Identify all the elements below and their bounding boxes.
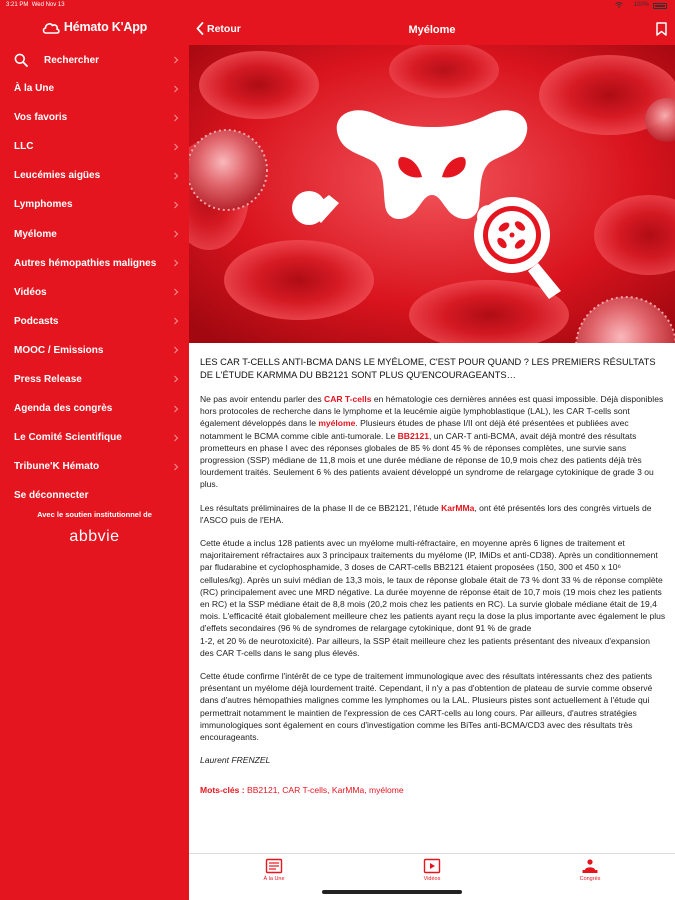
article-body — [200, 356, 666, 808]
chevron-right-icon — [172, 114, 180, 122]
sidebar-item-agenda[interactable]: Agenda des congrès — [0, 394, 189, 423]
sidebar-item-autres-hemopathies[interactable]: Autres hémopathies malignes — [0, 249, 189, 278]
sidebar-search[interactable] — [0, 48, 189, 72]
back-label: Retour — [207, 22, 241, 35]
article-paragraph-4: Cette étude confirme l'intérêt de ce type de traitement immunologique avec des résultats intéressants chez des patients présentant un myélome déjà lourdement traité. Cependant, il n'y a pas d'obtention de plateau de survie comme observé dans d'autres hémopathies malignes comme les lymphomes ou la LAL. Plusieurs pistes sont actuellement à l'étude qui permettrait notamment le maintien de l'expression de ces CART-cells au long cours. Par ailleurs, d'autres stratégies immunologiques sont également en cours d'investigation comme les BiTes anti-BCMA/CD3 avec des résultats très encourageants. — [200, 671, 653, 743]
conference-icon — [581, 858, 599, 874]
chevron-right-icon — [172, 288, 180, 296]
article-headline: LES CAR T-CELLS ANTI-BCMA DANS LE MYÉLOME, C'EST POUR QUAND ? LES PREMIERS RÉSULTATS DE L'ÉTUDE KARMMA DU BB2121 SONT PLUS QU'ENCOURAGEANTS… — [200, 357, 656, 380]
keyword-link-car-t-cells[interactable]: CAR T-cells — [324, 394, 372, 404]
chevron-right-icon — [172, 85, 180, 93]
chevron-right-icon — [172, 172, 180, 180]
chevron-right-icon — [172, 201, 180, 209]
sidebar-item-llc[interactable]: LLC — [0, 132, 189, 161]
chevron-right-icon — [172, 375, 180, 383]
article-paragraph-2: Les résultats préliminaires de la phase II de ce BB2121, l'étude KarMMa, ont été présentés lors des congrès virtuels de l'ASCO puis de l'EHA. — [200, 502, 652, 525]
battery-icon — [653, 3, 667, 9]
tab-label: À la Une — [263, 876, 285, 882]
sponsor-logo: abbvie — [69, 528, 120, 545]
article-author: Laurent FRENZEL — [200, 755, 271, 766]
sidebar — [0, 0, 189, 900]
home-indicator — [322, 890, 462, 894]
keyword-link-karmma[interactable]: KarMMa — [441, 502, 475, 513]
sidebar-item-favoris[interactable]: Vos favoris — [0, 103, 189, 132]
article-paragraph-1: Ne pas avoir entendu parler des CAR T-cells en hématologie ces dernières années est quasi impossible. Déjà disponibles hors protocoles de recherche dans le lymphome et la leucémie aigüe lymphoblastique (LAL), les CAR T-cells sont également développés dans le myélome. Plusieurs études de phase I/II ont déjà été présentées et publiées avec notamment le BCMA comme cible anti-tumorale. Le BB2121, un CAR-T anti-BCMA, avait déjà montré des résultats prometteurs en phase I avec des réponses globales de 85 % dont 45 % de réponses complètes, une survie sans progression (SSP) médiane de 11,8 mois et une durée médiane de réponse de 10,9 mois chez des patients déjà très lourdement traités. Seulement 6 % des patients avaient développé un syndrome de relargage cytokinique de grade 3 ou plus. — [200, 394, 664, 490]
sidebar-item-podcasts[interactable]: Podcasts — [0, 307, 189, 336]
tab-congres[interactable] — [560, 858, 620, 882]
sidebar-item-comite[interactable]: Le Comité Scientifique — [0, 423, 189, 452]
logout-button[interactable]: Se déconnecter — [14, 490, 89, 502]
chevron-right-icon — [172, 434, 180, 442]
app-logo — [42, 20, 147, 34]
video-play-icon — [423, 858, 441, 874]
sidebar-menu — [0, 74, 189, 510]
tab-videos[interactable] — [402, 858, 462, 882]
battery-percent: 100% — [633, 2, 649, 8]
sidebar-item-a-la-une[interactable]: À la Une — [0, 74, 189, 103]
page-title: Myélome — [408, 24, 456, 36]
sidebar-item-lymphomes[interactable]: Lymphomes — [0, 190, 189, 219]
chevron-right-icon — [172, 230, 180, 238]
keywords-list[interactable]: BB2121, CAR T-cells, KarMMa, myélome — [247, 785, 404, 796]
myeloma-illustration — [189, 45, 675, 343]
article-paragraph-3: Cette étude a inclus 128 patients avec un myélome multi-réfractaire, en moyenne après 6 lignes de traitement et majoritairement réfractaires aux 3 principaux traitements du myélome (IP, IMiDs et anti-CD38). Après un conditionnement par fludarabine et cyclophosphamide, 3 doses de CART-cells BB2121 étaient proposées (150, 300 et 450 x 10⁶ cellules/kg). Après un suivi médian de 13,3 mois, le taux de réponse globale était de 73 % dont 33 % de réponse complète (RC) principalement avec une MRD négative. La durée moyenne de réponse était de 10,7 mois (19 mois chez les patients en RC) et la SSP médiane était de 8,8 mois (20,2 mois chez les patients en RC). La survie globale médiane était de 19,4 mois. L'efficacité était globalement meilleure chez les patients ayant reçu la dose la plus importante avec également le plus d'effets secondaires (96 % de syndromes de relargage cytokinique, dont 91 % de grade 1-2, et 20 % de neurotoxicité). Par ailleurs, la SSP était meilleure chez les patients présentant des niveaux d'expansion des CAR T-cells dans le sang plus élevés. — [200, 538, 666, 658]
support-text: Avec le soutien institutionnel de — [37, 510, 152, 519]
chevron-right-icon — [172, 346, 180, 354]
status-time: 3:21 PM Wed Nov 13 — [6, 2, 65, 8]
tab-label: Vidéos — [423, 876, 441, 882]
article-keywords: Mots-clés : BB2121, CAR T-cells, KarMMa, myélome — [200, 785, 404, 796]
sidebar-item-press-release[interactable]: Press Release — [0, 365, 189, 394]
chevron-right-icon — [172, 463, 180, 471]
chevron-right-icon — [172, 56, 180, 64]
sidebar-item-videos[interactable]: Vidéos — [0, 278, 189, 307]
chevron-right-icon — [172, 143, 180, 151]
search-label: Rechercher — [44, 54, 100, 66]
sidebar-item-mooc[interactable]: MOOC / Emissions — [0, 336, 189, 365]
status-bar-right — [189, 0, 675, 12]
chevron-right-icon — [172, 405, 180, 413]
tab-a-la-une[interactable] — [244, 858, 304, 882]
hero-image — [189, 45, 675, 343]
newspaper-icon — [265, 858, 283, 874]
keyword-link-bb2121[interactable]: BB2121 — [397, 430, 429, 441]
sidebar-item-leucemies[interactable]: Leucémies aigües — [0, 161, 189, 190]
cloud-logo-icon — [42, 21, 60, 34]
bookmark-icon[interactable] — [656, 22, 667, 36]
chevron-right-icon — [172, 259, 180, 267]
app-name: Hémato K'App — [63, 20, 148, 34]
sidebar-item-tribune[interactable]: Tribune'K Hémato — [0, 452, 189, 481]
search-icon — [14, 53, 28, 67]
chevron-right-icon — [172, 317, 180, 325]
tab-label: Congrès — [579, 876, 601, 882]
wifi-icon — [615, 2, 623, 8]
sidebar-item-myelome[interactable]: Myélome — [0, 219, 189, 248]
top-nav-bar — [189, 0, 675, 45]
keyword-link-myelome[interactable]: myélome — [318, 418, 356, 429]
app-header — [0, 20, 189, 40]
